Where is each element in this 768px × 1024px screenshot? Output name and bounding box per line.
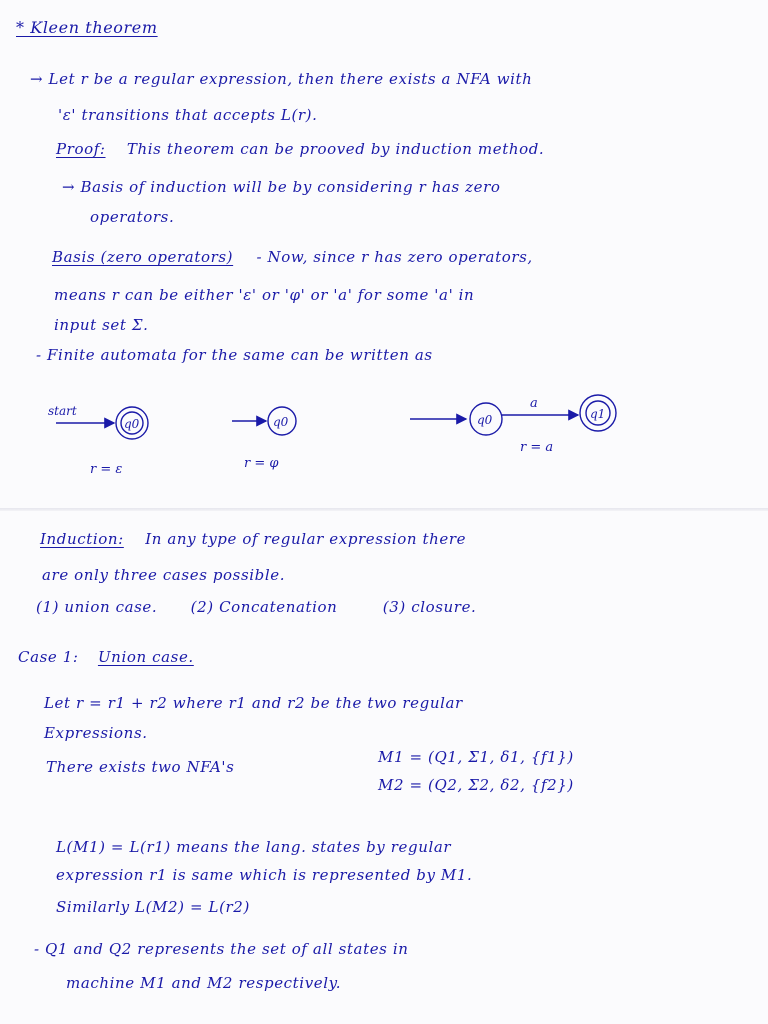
- case-1-line-2: Expressions.: [44, 724, 148, 742]
- intro-line-1: → Let r be a regular expression, then there exists a NFA with: [30, 70, 533, 88]
- case-1-line-4: L(M1) = L(r1) means the lang. states by regular: [56, 838, 452, 856]
- basis-line-3: input set Σ.: [54, 316, 149, 334]
- case-1-line-7: - Q1 and Q2 represents the set of all states in: [34, 940, 409, 958]
- induction-label: Induction:: [40, 530, 124, 548]
- caption-a: r = a: [520, 440, 554, 455]
- case-1-line-8: machine M1 and M2 respectively.: [66, 974, 342, 992]
- basis-line-4: - Finite automata for the same can be written as: [36, 346, 433, 364]
- case-1-title: Union case.: [97, 648, 194, 666]
- case-1-line-5: expression r1 is same which is represented by M1.: [56, 866, 473, 884]
- start-label: start: [48, 404, 77, 418]
- induction-line-2: are only three cases possible.: [42, 566, 286, 584]
- induction-line-1: [40, 530, 466, 548]
- state-q0-label: q0: [273, 415, 289, 429]
- basis-induction-line-2: operators.: [90, 208, 175, 226]
- basis-line-1: [52, 248, 533, 266]
- automata-diagrams: [0, 385, 768, 495]
- edge-a-label: a: [530, 396, 538, 411]
- automaton-a: [410, 395, 616, 455]
- case-3-item: (3) closure.: [382, 598, 477, 616]
- case-1-line-3: There exists two NFA's: [46, 758, 235, 776]
- case-2-item: (2) Concatenation: [190, 598, 338, 616]
- automaton-epsilon: [48, 404, 148, 477]
- nfa-m2-definition: M2 = (Q2, Σ2, δ2, {f2}): [378, 776, 574, 794]
- proof-label: Proof:: [56, 140, 106, 158]
- page-title: * Kleen theorem: [16, 18, 158, 37]
- proof-line: [56, 140, 544, 158]
- case-1-label: Case 1:: [18, 648, 79, 666]
- basis-line-2: means r can be either 'ε' or 'φ' or 'a' for some 'a' in: [54, 286, 475, 304]
- case-1-line-1: Let r = r1 + r2 where r1 and r2 be the two regular: [44, 694, 463, 712]
- basis-label: Basis (zero operators): [52, 248, 234, 266]
- basis-line-1-rest: - Now, since r has zero operators,: [256, 248, 533, 266]
- state-q0-label: q0: [124, 417, 140, 431]
- case-1-heading: [18, 648, 194, 666]
- induction-cases: [36, 598, 476, 616]
- induction-line-1-rest: In any type of regular expression there: [145, 530, 467, 548]
- page-fold: [0, 508, 768, 511]
- state-q0-label: q0: [477, 413, 493, 427]
- nfa-m1-definition: M1 = (Q1, Σ1, δ1, {f1}): [378, 748, 574, 766]
- state-q1-label: q1: [590, 407, 606, 421]
- caption-phi: r = φ: [244, 456, 279, 471]
- proof-text: This theorem can be prooved by induction method.: [126, 140, 545, 158]
- case-1-item: (1) union case.: [36, 598, 158, 616]
- basis-induction-line-1: → Basis of induction will be by considering r has zero: [62, 178, 501, 196]
- automaton-phi: [232, 407, 296, 471]
- case-1-line-6: Similarly L(M2) = L(r2): [56, 898, 250, 916]
- caption-epsilon: r = ε: [90, 462, 123, 477]
- intro-line-2: 'ε' transitions that accepts L(r).: [58, 106, 318, 124]
